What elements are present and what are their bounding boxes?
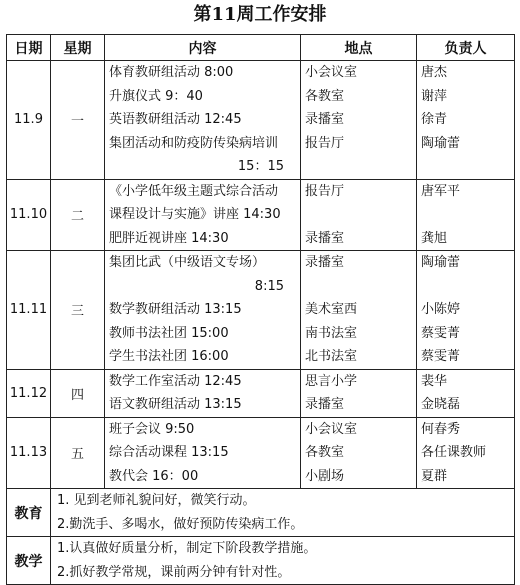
note-row-teaching	[7, 537, 515, 585]
date-cell: 11.9	[7, 61, 51, 180]
person-line: 陶瑜蕾	[421, 255, 461, 270]
person-line: 何春秀	[421, 421, 461, 437]
person-cell	[417, 61, 515, 180]
place-line: 报告厅	[305, 135, 345, 151]
note-line: 2.抓好教学常规，课前两分钟有针对性。	[57, 564, 291, 580]
content-line: 8:15	[254, 278, 284, 294]
content-line: 体育教研组活动 8:00	[109, 65, 234, 80]
place-line: 录播室	[305, 112, 345, 127]
place-line: 南书法室	[305, 325, 358, 341]
place-cell	[301, 61, 417, 180]
content-line: 数学教研组活动 13:15	[109, 302, 242, 317]
table-row	[7, 179, 515, 251]
date-cell: 11.11	[7, 251, 51, 370]
content-line: 升旗仪式 9：40	[109, 88, 203, 104]
person-line: 裴华	[421, 373, 448, 389]
content-line: 课程设计与实施》讲座 14:30	[109, 207, 281, 222]
person-line	[417, 155, 514, 179]
place-cell	[301, 179, 417, 251]
content-line: 教代会 16：00	[109, 468, 199, 484]
note-category: 教育	[7, 489, 51, 537]
header-row	[7, 35, 515, 61]
place-line: 录播室	[305, 255, 345, 270]
note-category: 教学	[7, 537, 51, 585]
place-line: 小会议室	[305, 421, 358, 437]
person-line: 徐青	[421, 112, 448, 127]
weekday-cell: 五	[51, 417, 105, 489]
person-line: 金晓磊	[421, 397, 461, 412]
note-line: 2.勤洗手、多喝水，做好预防传染病工作。	[57, 516, 304, 532]
place-line: 录播室	[305, 397, 345, 412]
place-line: 小会议室	[305, 65, 358, 80]
weekday-cell: 二	[51, 179, 105, 251]
person-line: 唐军平	[421, 183, 461, 199]
person-cell	[417, 251, 515, 370]
note-line: 1.认真做好质量分析，制定下阶段教学措施。	[57, 541, 317, 556]
person-line: 蔡雯菁	[421, 325, 461, 341]
place-line	[301, 203, 416, 227]
person-cell	[417, 417, 515, 489]
person-cell	[417, 369, 515, 417]
note-content	[51, 489, 515, 537]
content-cell	[105, 179, 301, 251]
place-line: 思言小学	[305, 373, 358, 389]
table-row	[7, 417, 515, 489]
header-date: 日期	[7, 35, 51, 61]
content-line: 英语教研组活动 12:45	[109, 112, 242, 127]
content-line: 综合活动课程 13:15	[109, 445, 229, 460]
person-line	[417, 203, 514, 227]
content-line: 教师书法社团 15:00	[109, 325, 229, 341]
date-cell: 11.10	[7, 179, 51, 251]
table-row	[7, 61, 515, 180]
person-line: 唐杰	[421, 65, 448, 80]
place-line: 各教室	[305, 445, 345, 460]
content-cell	[105, 61, 301, 180]
date-cell: 11.12	[7, 369, 51, 417]
person-line: 龚旭	[421, 230, 448, 246]
place-line: 录播室	[305, 230, 345, 246]
page-title: 第11周工作安排	[193, 4, 327, 25]
content-line: 班子会议 9:50	[109, 421, 195, 437]
place-cell	[301, 369, 417, 417]
person-line: 谢萍	[421, 88, 448, 104]
content-line: 集团比武（中级语文专场）	[109, 255, 266, 270]
person-line: 夏群	[421, 468, 448, 484]
content-cell	[105, 417, 301, 489]
person-cell	[417, 179, 515, 251]
place-line: 美术室西	[305, 302, 358, 317]
weekday-cell: 三	[51, 251, 105, 370]
header-content: 内容	[105, 35, 301, 61]
weekday-cell: 一	[51, 61, 105, 180]
place-line: 小剧场	[305, 468, 345, 484]
place-line	[301, 275, 416, 299]
place-cell	[301, 251, 417, 370]
note-row-education	[7, 489, 515, 537]
content-cell	[105, 369, 301, 417]
date-cell: 11.13	[7, 417, 51, 489]
content-line: 集团活动和防疫防传染病培训	[109, 135, 279, 151]
person-line	[417, 275, 514, 299]
place-line	[301, 155, 416, 179]
content-line: 肥胖近视讲座 14:30	[109, 230, 229, 246]
place-line: 报告厅	[305, 183, 345, 199]
person-line: 蔡雯菁	[421, 349, 461, 364]
person-line: 小陈婷	[421, 302, 461, 317]
table-row	[7, 369, 515, 417]
table-row	[7, 251, 515, 370]
content-line: 学生书法社团 16:00	[109, 349, 229, 364]
content-line: 数学工作室活动 12:45	[109, 373, 242, 389]
note-line: 1. 见到老师礼貌问好，微笑行动。	[57, 493, 256, 508]
header-place: 地点	[301, 35, 417, 61]
content-line: 15：15	[237, 159, 284, 174]
content-cell	[105, 251, 301, 370]
content-line: 语文教研组活动 13:15	[109, 397, 242, 412]
place-cell	[301, 417, 417, 489]
place-line: 北书法室	[305, 349, 358, 364]
note-content	[51, 537, 515, 585]
schedule-table	[6, 34, 515, 585]
header-person: 负责人	[417, 35, 515, 61]
place-line: 各教室	[305, 88, 345, 104]
weekday-cell: 四	[51, 369, 105, 417]
header-weekday: 星期	[51, 35, 105, 61]
person-line: 各任课教师	[421, 445, 487, 460]
person-line: 陶瑜蕾	[421, 135, 461, 151]
content-line: 《小学低年级主题式综合活动	[109, 183, 279, 199]
